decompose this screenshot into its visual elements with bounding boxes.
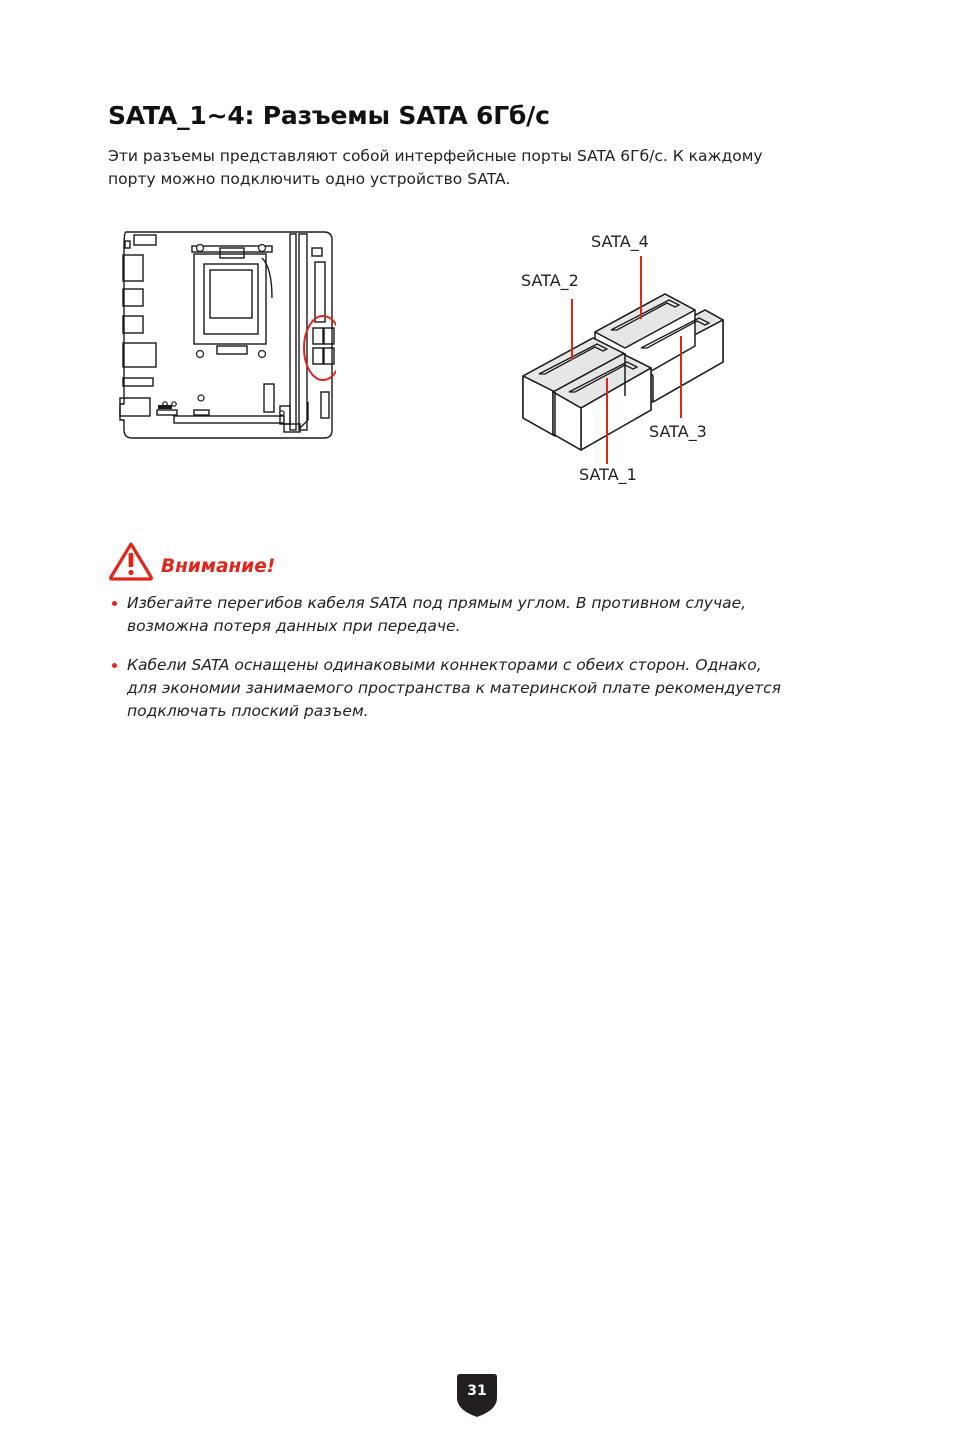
sata3-label: SATA_3 [649, 422, 707, 441]
list-item-line: для экономии занимаемого пространства к материнской плате рекомендуется [127, 679, 781, 697]
caution-title: Внимание! [161, 556, 276, 577]
sata4-label: SATA_4 [591, 232, 649, 251]
list-item [108, 592, 848, 638]
sata2-label: SATA_2 [521, 271, 579, 290]
warning-icon [108, 541, 154, 581]
motherboard-diagram [112, 224, 336, 444]
page-number-badge [456, 1372, 498, 1418]
intro-line: Эти разъемы представляют собой интерфейсные порты SATA 6Гб/с. К каждому [108, 147, 763, 165]
list-item [108, 654, 848, 723]
page-number: 31 [467, 1383, 487, 1399]
intro-line: порту можно подключить одно устройство SATA. [108, 170, 511, 188]
caution-list [108, 592, 848, 739]
list-item-line: Избегайте перегибов кабеля SATA под прямым углом. В противном случае, [127, 594, 747, 612]
page-title: SATA_1~4: Разъемы SATA 6Гб/с [108, 101, 550, 130]
list-item-line: Кабели SATA оснащены одинаковыми коннекторами с обеих сторон. Однако, [127, 656, 762, 674]
list-item-line: подключать плоский разъем. [127, 702, 369, 720]
sata-connectors-diagram [505, 226, 735, 496]
sata1-label: SATA_1 [579, 465, 637, 484]
intro-paragraph [108, 145, 828, 191]
list-item-line: возможна потеря данных при передаче. [127, 617, 461, 635]
